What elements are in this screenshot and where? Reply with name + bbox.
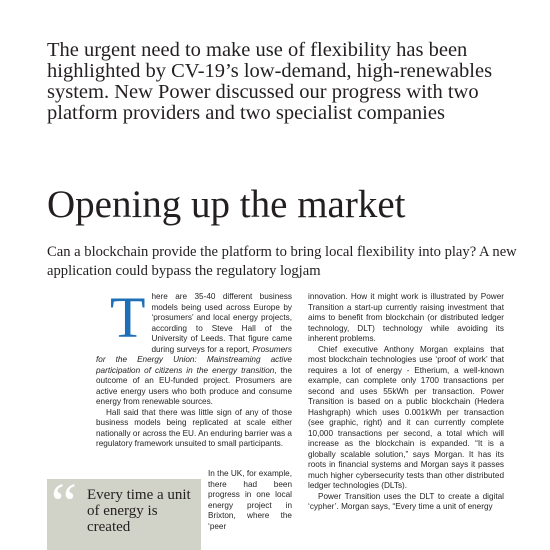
body-column-2 bbox=[308, 292, 504, 513]
body-paragraph-1-end: , the outcome of an EU-funded project. Prosumers are active energy users who both produce and consume energy from renewable sources. bbox=[96, 365, 293, 406]
pull-quote-text: Every time a unit of energy is created bbox=[87, 487, 191, 535]
body-paragraph-2: Hall said that there was little sign of any of those business models being replicated at scale either nationally or across the EU. An enduring barrier was a regulatory framework unsuited to small participants. bbox=[96, 407, 292, 448]
quote-mark-icon: “ bbox=[51, 479, 77, 536]
body-paragraph-6: Power Transition uses the DLT to create a digital ‘cypher’. Morgan says, “Every time a unit of energy bbox=[308, 491, 504, 511]
report-title: Prosumers for the Energy Union: Mainstreaming active participation of citizens in the energy transition bbox=[96, 344, 292, 375]
body-paragraph-5: Chief executive Anthony Morgan explains that most blockchain technologies use ‘proof of work’ that requires a lot of energy - Etherium, a well-known example, can complete only 1700 transactions per second and uses 55kWh per transaction. Power Transition is based on a public blockchain (Hedera Hashgraph) which uses 0.001kWh per transaction (see graphic, right) and it can currently complete 10,000 transactions per second, a total which will increase as the blockchain is expanded. “It is a globally scalable solution,” says Morgan. It has its roots in financial systems and Morgan says it passes much higher cybersecurity tests than other distributed ledger technologies (DLTs). bbox=[308, 344, 504, 490]
body-column-1-continued bbox=[208, 469, 292, 532]
pull-quote bbox=[47, 479, 201, 550]
intro-paragraph: The urgent need to make use of flexibility has been highlighted by CV-19’s low-demand, high-renewables system. New Power discussed our progress with two platform providers and two specialist companies bbox=[47, 39, 493, 124]
body-paragraph-4: innovation. How it might work is illustrated by Power Transition a start-up currently raising investment that aims to benefit from blockchain (or distributed ledger technology, DLT) technology while avoiding its inherent problems. bbox=[308, 292, 504, 343]
body-paragraph-1-start: here are 35-40 different business models being used across Europe by ‘prosumers’ and local energy projects, according to Steve Hall of the University of Leeds. That figure came during surveys for a report, bbox=[151, 292, 292, 354]
body-column-1 bbox=[96, 285, 293, 450]
body-paragraph-1 bbox=[96, 285, 293, 408]
standfirst: Can a blockchain provide the platform to bring local flexibility into play? A new application could bypass the regulatory logjam bbox=[47, 244, 517, 279]
body-paragraph-3: In the UK, for example, there had been progress in one local energy project in Brixton, where the ‘peer bbox=[208, 469, 292, 531]
drop-cap: T bbox=[110, 285, 146, 350]
headline: Opening up the market bbox=[47, 183, 406, 226]
